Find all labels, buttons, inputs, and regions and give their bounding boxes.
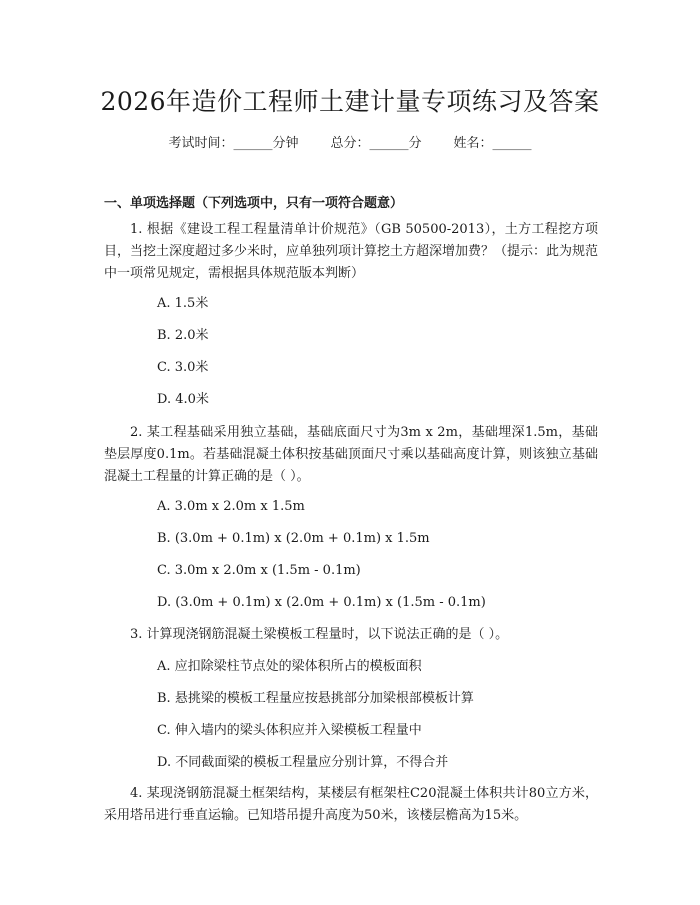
question-2-option-d: D. (3.0m + 0.1m) x (2.0m + 0.1m) x (1.5m - 0.1m) [157,595,486,610]
question-3-option-d: D. 不同截面梁的模板工程量应分别计算，不得合并 [157,755,449,770]
question-2-stem: 2. 某工程基础采用独立基础，基础底面尺寸为3m x 2m，基础埋深1.5m，基础垫层厚度0.1m。若基础混凝土体积按基础顶面尺寸乘以基础高度计算，则该独立基础混凝土工程量的计算正确的是（ ）。 [104,425,598,484]
question-3-stem: 3. 计算现浇钢筋混凝土梁模板工程量时，以下说法正确的是（ ）。 [130,627,509,642]
question-4-stem: 4. 某现浇钢筋混凝土框架结构，某楼层有框架柱C20混凝土体积共计80立方米，采用塔吊进行垂直运输。已知塔吊提升高度为50米，该楼层檐高为15米。 [104,786,598,823]
question-1-option-a: A. 1.5米 [157,296,209,311]
question-1-option-c: C. 3.0米 [157,360,209,375]
question-3-option-a: A. 应扣除梁柱节点处的梁体积所占的模板面积 [157,659,422,674]
exam-time: 考试时间：______分钟 [168,136,299,151]
page-title: 2026年造价工程师土建计量专项练习及答案 [100,87,600,116]
student-name: 姓名：______ [453,136,532,151]
question-1-option-b: B. 2.0米 [157,328,209,343]
question-2-option-a: A. 3.0m x 2.0m x 1.5m [157,499,305,514]
question-1-option-d: D. 4.0米 [157,392,209,407]
section-heading: 一、单项选择题（下列选项中，只有一项符合题意） [104,196,404,211]
question-1-stem: 1. 根据《建设工程工程量清单计价规范》（GB 50500-2013），土方工程挖方项目，当挖土深度超过多少米时，应单独列项计算挖土方超深增加费？（提示：此为规范中一项常见规定，需根据具体规范版本判断） [104,222,599,281]
question-3-option-b: B. 悬挑梁的模板工程量应按悬挑部分加梁根部模板计算 [157,691,474,706]
question-3-option-c: C. 伸入墙内的梁头体积应并入梁模板工程量中 [157,723,422,738]
total-score: 总分：______分 [330,136,422,151]
exam-meta [0,132,700,151]
question-2-option-c: C. 3.0m x 2.0m x (1.5m - 0.1m) [157,563,361,578]
question-2-option-b: B. (3.0m + 0.1m) x (2.0m + 0.1m) x 1.5m [157,531,430,546]
